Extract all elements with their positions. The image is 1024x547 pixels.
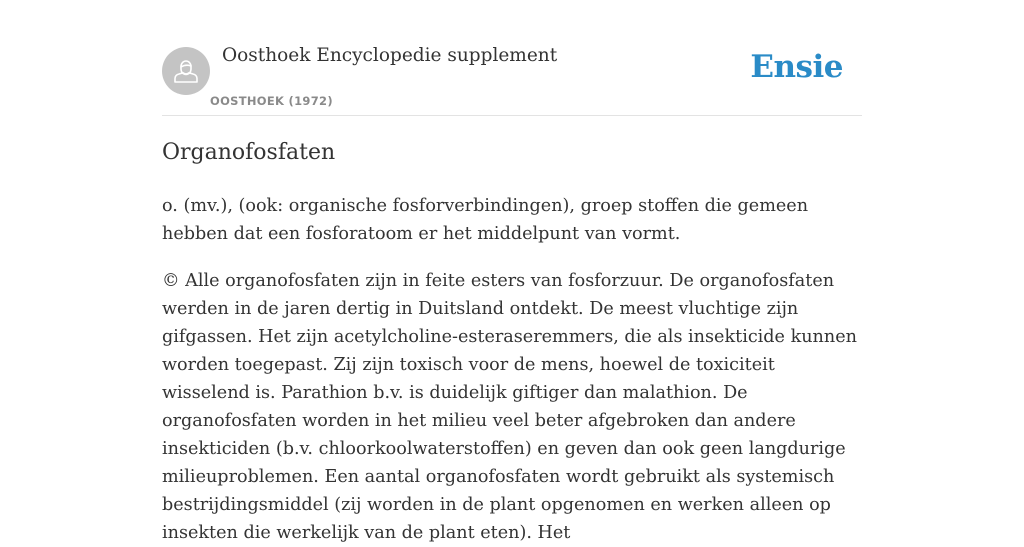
- source-publisher-year: OOSTHOEK (1972): [210, 94, 333, 108]
- user-icon: [162, 47, 210, 95]
- content-container: [162, 0, 862, 543]
- article-paragraph-2: © Alle organofosfaten zijn in feite esters van fosforzuur. De organofosfaten werden in de jaren dertig in Duitsland ontdekt. De meest vluchtige zijn gifgassen. Het zijn acetylcholine-esteraseremmers, die als insekticide kunnen worden toegepast. Zij zijn toxisch voor de mens, hoewel de toxiciteit wisselend is. Parathion b.v. is duidelijk giftiger dan malathion. De organofosfaten worden in het milieu veel beter afgebroken dan andere insekticiden (b.v. chloorkoolwaterstoffen) en geven dan ook geen langdurige milieuproblemen. Een aantal organofosfaten wordt gebruikt als systemisch bestrijdingsmiddel (zij worden in de plant opgenomen en werken alleen op insekten die werkelijk van de plant eten). Het: [162, 271, 857, 543]
- source-avatar[interactable]: [162, 47, 210, 95]
- article-title: Organofosfaten: [162, 140, 336, 165]
- source-title[interactable]: Oosthoek Encyclopedie supplement: [222, 45, 558, 66]
- brand-logo[interactable]: Ensie: [750, 49, 843, 85]
- source-header: [162, 0, 862, 116]
- article-paragraph-1: o. (mv.), (ook: organische fosforverbindingen), groep stoffen die gemeen hebben dat een fosforatoom er het middelpunt van vormt.: [162, 196, 809, 244]
